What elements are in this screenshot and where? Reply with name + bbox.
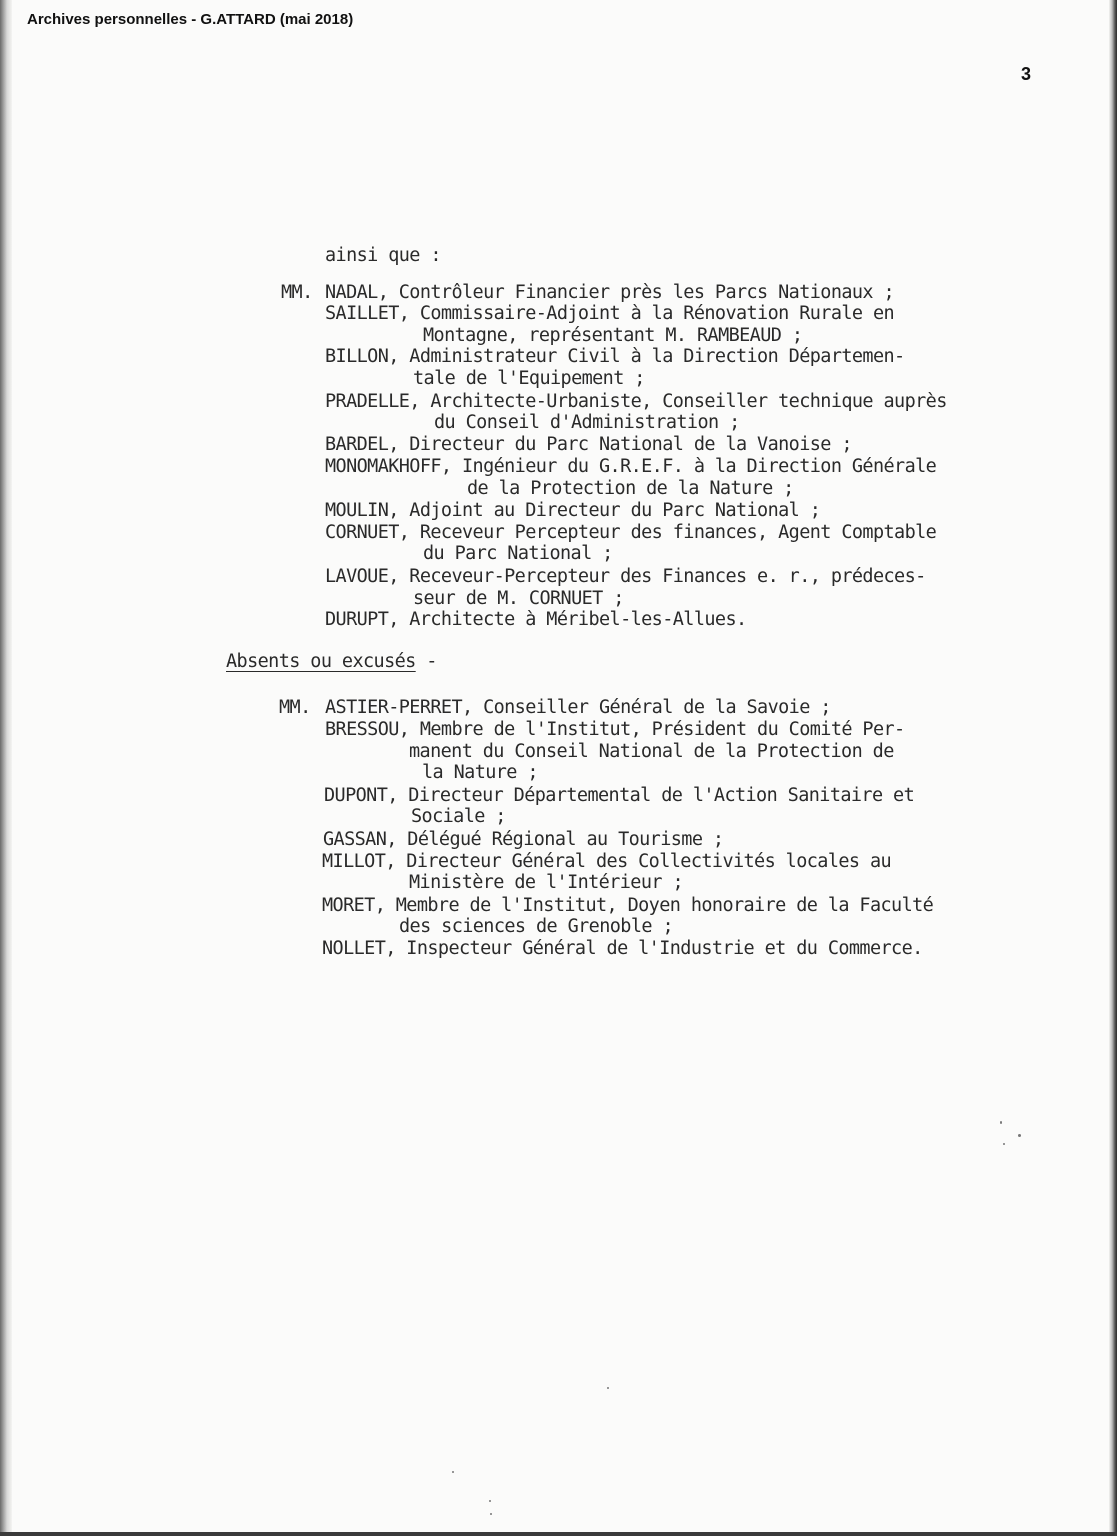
present-line: BARDEL, Directeur du Parc National de la Vanoise ; <box>325 434 852 455</box>
absent-heading-text: Absents ou excusés <box>226 651 416 672</box>
absent-line: Sociale ; <box>411 806 506 827</box>
present-line: PRADELLE, Architecte-Urbaniste, Conseiller technique auprès <box>325 391 947 412</box>
absent-line: manent du Conseil National de la Protection de <box>409 741 894 762</box>
absent-line: la Nature ; <box>422 762 538 783</box>
scan-speck <box>1018 1134 1021 1137</box>
absent-heading <box>226 651 437 673</box>
absent-line: NOLLET, Inspecteur Général de l'Industrie et du Commerce. <box>322 938 923 959</box>
scan-speck <box>607 1387 609 1389</box>
present-line: MOULIN, Adjoint au Directeur du Parc National ; <box>325 500 821 521</box>
present-line: SAILLET, Commissaire-Adjoint à la Rénovation Rurale en <box>325 303 895 324</box>
absent-line: GASSAN, Délégué Régional au Tourisme ; <box>323 829 724 850</box>
absent-prefix: MM. <box>279 697 311 718</box>
present-line: LAVOUE, Receveur-Percepteur des Finances e. r., prédeces- <box>325 566 926 587</box>
page-binding-shadow-right <box>1109 0 1117 1536</box>
scan-speck <box>1000 1121 1002 1124</box>
scan-speck <box>489 1500 491 1502</box>
intro-text: ainsi que : <box>325 245 441 266</box>
present-line: tale de l'Equipement ; <box>413 368 645 389</box>
present-line: CORNUET, Receveur Percepteur des finances, Agent Comptable <box>325 522 937 543</box>
absent-line: Ministère de l'Intérieur ; <box>409 872 683 893</box>
absent-line: BRESSOU, Membre de l'Institut, Président du Comité Per- <box>325 719 905 740</box>
present-line: DURUPT, Architecte à Méribel-les-Allues. <box>325 609 747 630</box>
present-line: de la Protection de la Nature ; <box>467 478 794 499</box>
absent-line: des sciences de Grenoble ; <box>399 916 673 937</box>
present-line: Montagne, représentant M. RAMBEAUD ; <box>423 325 803 346</box>
present-line: BILLON, Administrateur Civil à la Direction Départemen- <box>325 346 905 367</box>
absent-heading-dash: - <box>415 651 437 672</box>
absent-line: MORET, Membre de l'Institut, Doyen honoraire de la Faculté <box>322 895 934 916</box>
absent-line: ASTIER-PERRET, Conseiller Général de la Savoie ; <box>325 697 831 718</box>
absent-line: MILLOT, Directeur Général des Collectivités locales au <box>322 851 892 872</box>
scan-speck <box>1003 1143 1005 1145</box>
present-line: MONOMAKHOFF, Ingénieur du G.R.E.F. à la Direction Générale <box>325 456 937 477</box>
present-prefix: MM. <box>281 282 313 303</box>
scan-speck <box>452 1471 454 1473</box>
archive-label: Archives personnelles - G.ATTARD (mai 2018) <box>27 11 354 28</box>
page-binding-shadow-left <box>0 0 12 1536</box>
page-bottom-edge <box>0 1532 1117 1536</box>
present-line: NADAL, Contrôleur Financier près les Parcs Nationaux ; <box>325 282 895 303</box>
scan-speck <box>490 1513 492 1515</box>
present-line: du Parc National ; <box>423 543 613 564</box>
present-line: du Conseil d'Administration ; <box>434 412 740 433</box>
absent-line: DUPONT, Directeur Départemental de l'Action Sanitaire et <box>324 785 915 806</box>
page-number: 3 <box>1021 64 1032 84</box>
present-line: seur de M. CORNUET ; <box>413 588 624 609</box>
